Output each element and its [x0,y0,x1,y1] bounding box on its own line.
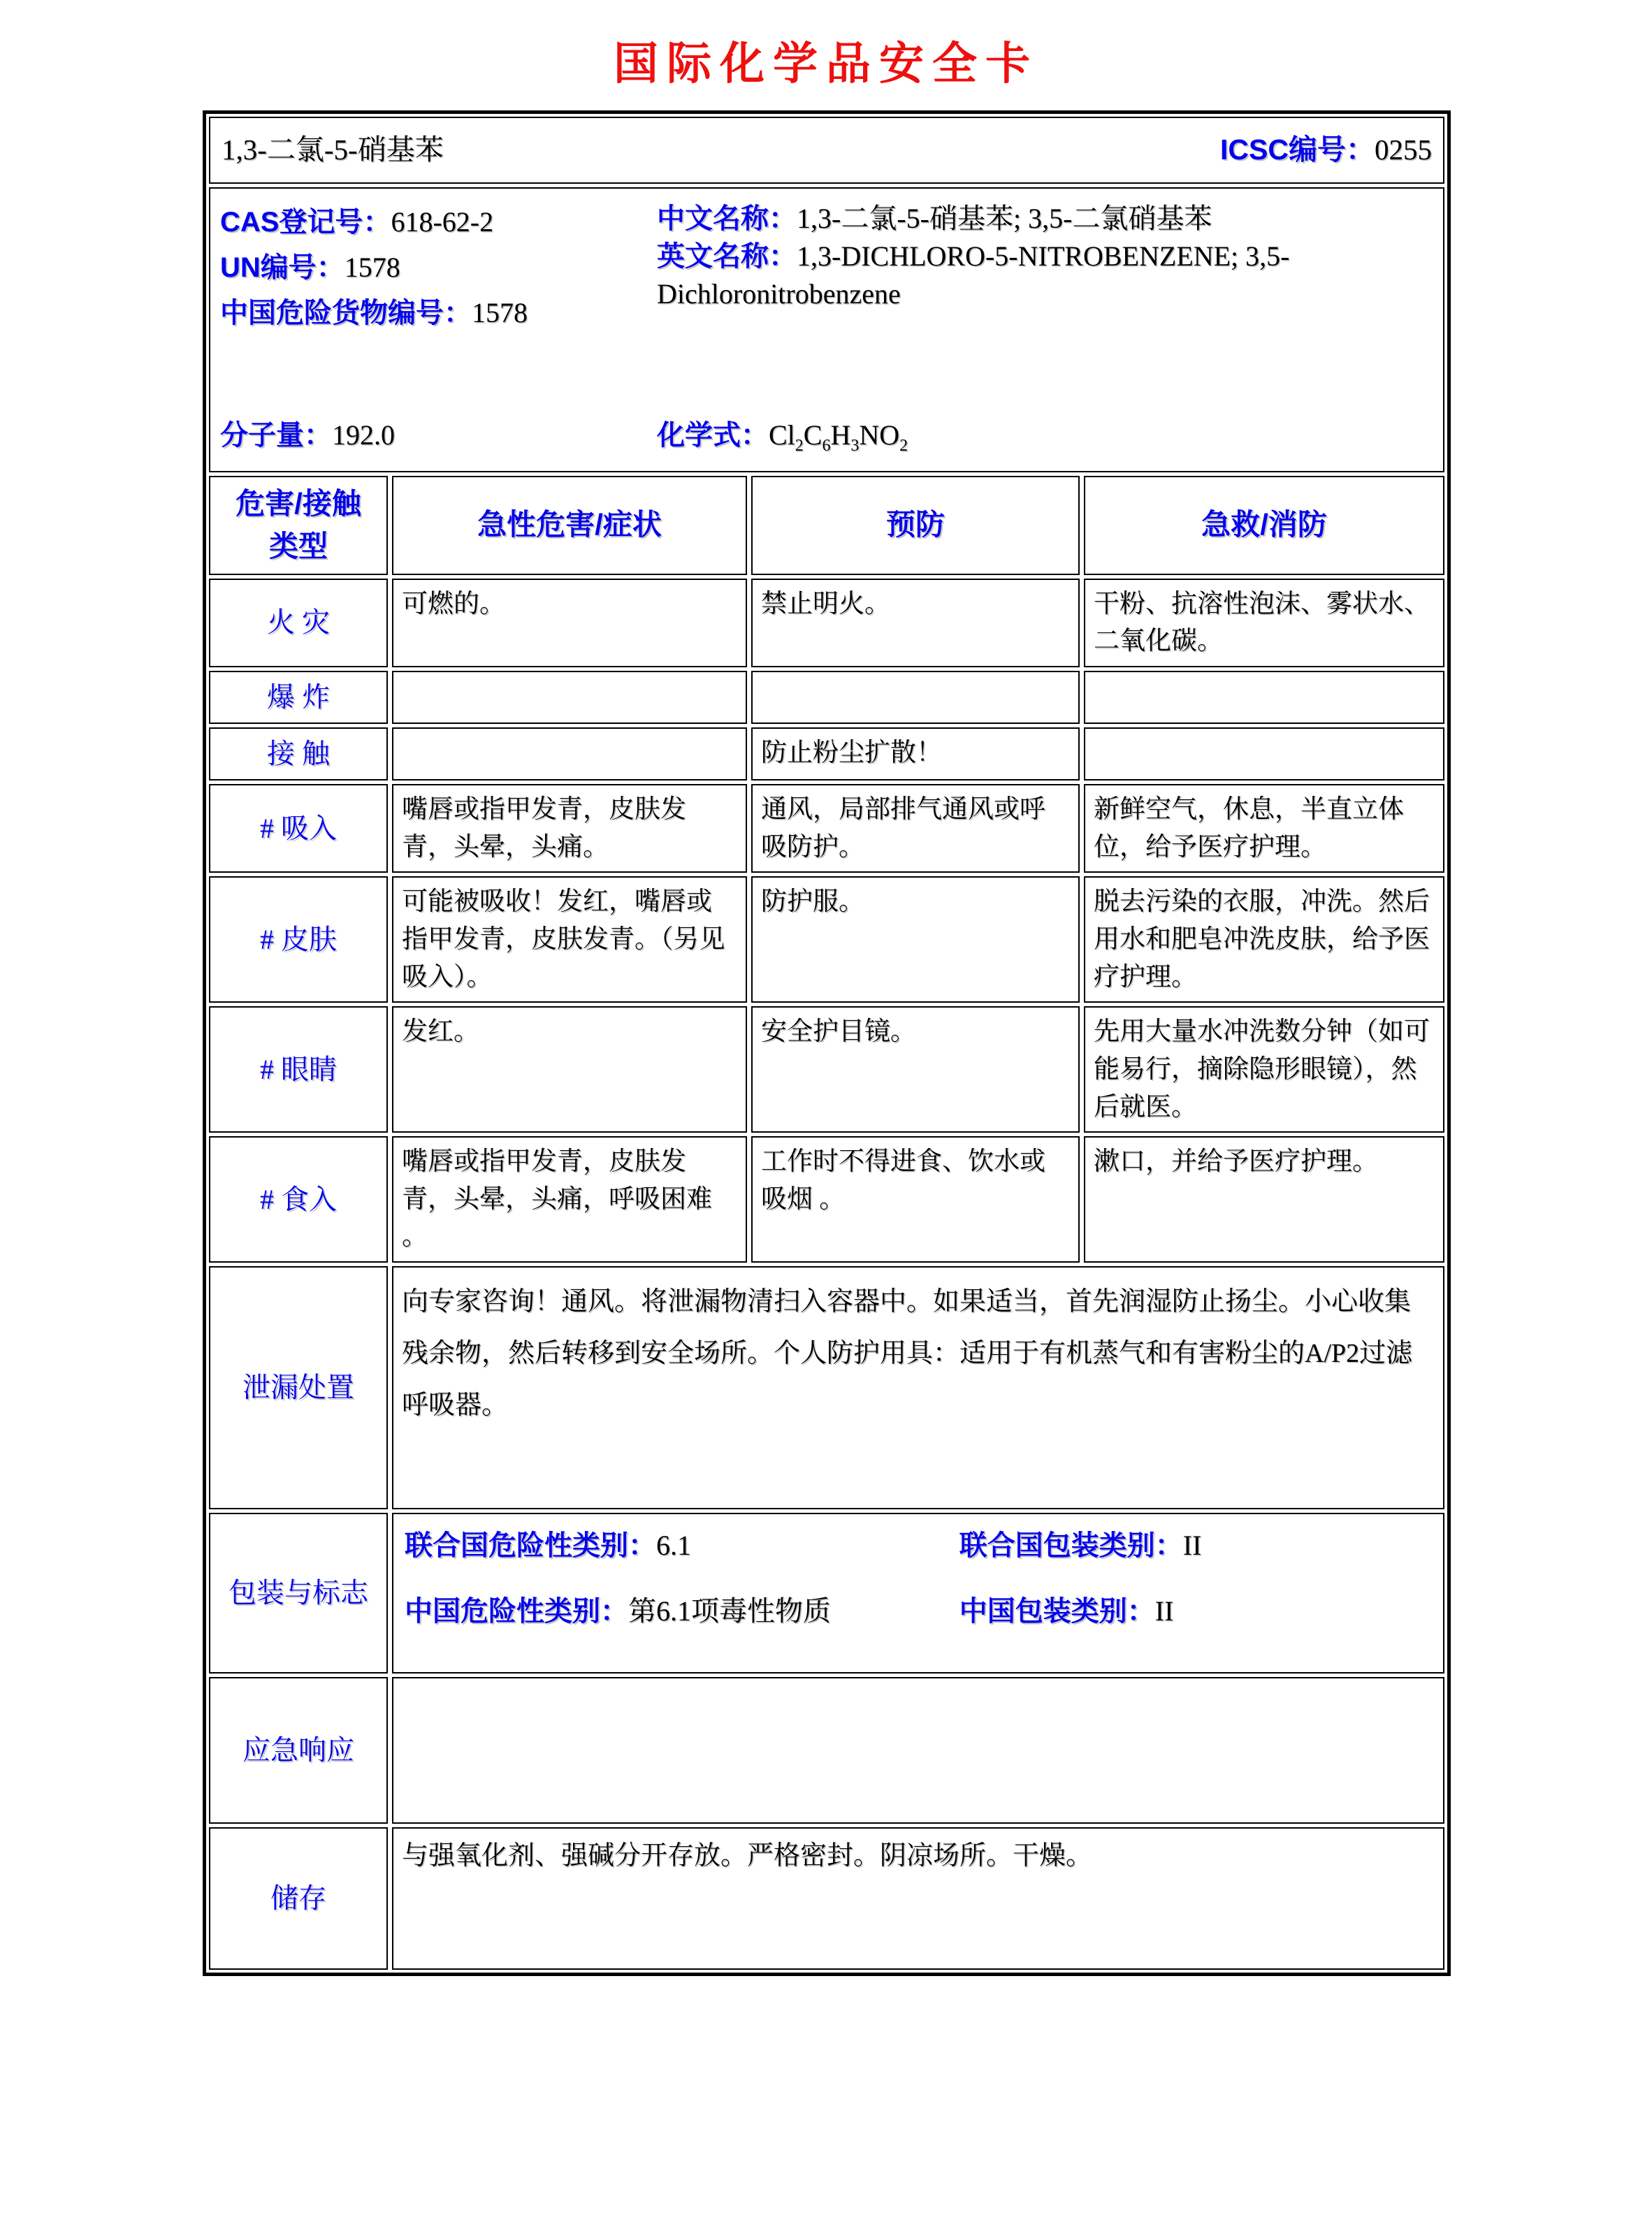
molecular-weight-value: 192.0 [332,419,395,451]
un-packing-group-label: 联合国包装类别： [959,1530,1183,1562]
hazard-table-header-row [209,476,1444,575]
identifier-panel-row [209,187,1444,472]
cn-hazard-class [405,1591,959,1632]
header-acute-symptoms: 急性危害/症状 [392,476,747,575]
explosion-prevention [751,671,1080,724]
molecular-weight [220,415,657,458]
hazard-row-eyes [209,1006,1444,1133]
row-label-fire: 火 灾 [209,579,388,667]
exposure-symptoms [392,727,747,781]
un-number-line [220,245,657,291]
chemical-formula-label: 化学式： [657,420,769,451]
cn-packing-group-value: II [1154,1595,1174,1627]
cn-hazard-class-value: 第6.1项毒性物质 [628,1595,831,1627]
fire-prevention: 禁止明火。 [751,579,1080,667]
eyes-symptoms: 发红。 [392,1006,747,1133]
un-label: UN编号： [220,252,345,283]
skin-symptoms: 可能被吸收！发红，嘴唇或指甲发青，皮肤发青。（另见吸入）。 [392,876,747,1003]
un-packing-group-value: II [1182,1530,1202,1562]
hazard-row-exposure [209,727,1444,781]
un-hazard-class-value: 6.1 [656,1530,691,1562]
icsc-number-label: ICSC编号： [1220,133,1375,166]
cn-packing-group-label: 中国包装类别： [959,1596,1155,1627]
english-name-label: 英文名称： [657,241,797,272]
leak-disposal-content: 向专家咨询！通风。将泄漏物清扫入容器中。如果适当，首先润湿防止扬尘。小心收集残余物，然后转移到安全场所。个人防护用具：适用于有机蒸气和有害粉尘的A/P2过滤呼吸器。 [392,1266,1444,1509]
fire-symptoms: 可燃的。 [392,579,747,667]
chemical-name-cell [209,117,1444,184]
section-row-storage [209,1827,1444,1970]
hazard-row-skin [209,876,1444,1003]
cn-dg-value: 1578 [472,296,528,328]
row-label-packaging: 包装与标志 [209,1513,388,1674]
explosion-firstaid [1084,671,1444,724]
exposure-prevention: 防止粉尘扩散！ [751,727,1080,781]
hazard-row-inhalation [209,784,1444,873]
icsc-number [1220,129,1432,170]
registry-numbers [220,200,657,335]
icsc-number-value: 0255 [1375,133,1432,166]
chinese-name-value: 1,3-二氯-5-硝基苯; 3,5-二氯硝基苯 [797,203,1212,234]
explosion-symptoms [392,671,747,724]
section-row-packaging [209,1513,1444,1674]
fire-firstaid: 干粉、抗溶性泡沫、雾状水、二氧化碳。 [1084,579,1444,667]
cn-packing-group [959,1591,1432,1632]
cn-dg-number-line [220,291,657,336]
skin-firstaid: 脱去污染的衣服，冲洗。然后用水和肥皂冲洗皮肤，给予医疗护理。 [1084,876,1444,1003]
row-label-storage: 储存 [209,1827,388,1970]
packaging-content [392,1513,1444,1674]
cn-classification-line [405,1591,1432,1632]
inhalation-firstaid: 新鲜空气，休息，半直立体位，给予医疗护理。 [1084,784,1444,873]
row-label-emergency-response: 应急响应 [209,1677,388,1824]
skin-prevention: 防护服。 [751,876,1080,1003]
un-packing-group [959,1525,1432,1566]
chemical-formula-line [657,415,1433,458]
eyes-firstaid: 先用大量水冲洗数分钟（如可能易行，摘除隐形眼镜），然后就医。 [1084,1006,1444,1133]
row-label-eyes: # 眼睛 [209,1006,388,1133]
un-classification-line [405,1525,1432,1566]
english-name-line [657,238,1433,313]
header-hazard-type: 危害/接触类型 [209,476,388,575]
hazard-row-fire [209,579,1444,667]
cas-label: CAS登记号： [220,207,391,238]
molecular-data-line [220,415,1433,461]
safety-card-table [203,110,1451,1976]
emergency-response-content [392,1677,1444,1824]
header-prevention: 预防 [751,476,1080,575]
molecular-weight-label: 分子量： [220,420,332,451]
cas-value: 618-62-2 [391,206,494,238]
inhalation-symptoms: 嘴唇或指甲发青，皮肤发青，头晕，头痛。 [392,784,747,873]
row-label-explosion: 爆 炸 [209,671,388,724]
cn-hazard-class-label: 中国危险性类别： [405,1596,628,1627]
chinese-name-label: 中文名称： [657,203,797,234]
page-title: 国际化学品安全卡 [614,38,1038,89]
identifier-grid [220,200,1433,335]
ingestion-firstaid: 漱口，并给予医疗护理。 [1084,1136,1444,1263]
ingestion-prevention: 工作时不得进食、饮水或吸烟 。 [751,1136,1080,1263]
cas-number-line [220,200,657,245]
eyes-prevention: 安全护目镜。 [751,1006,1080,1133]
un-hazard-class [405,1525,959,1566]
row-label-leak-disposal: 泄漏处置 [209,1266,388,1509]
hazard-row-ingestion [209,1136,1444,1263]
chemical-name: 1,3-二氯-5-硝基苯 [222,133,444,166]
chemical-name-row [209,117,1444,184]
ingestion-symptoms: 嘴唇或指甲发青，皮肤发青，头晕，头痛，呼吸困难 。 [392,1136,747,1263]
inhalation-prevention: 通风，局部排气通风或呼吸防护。 [751,784,1080,873]
un-value: 1578 [344,251,400,283]
section-row-leak-disposal [209,1266,1444,1509]
row-label-exposure: 接 触 [209,727,388,781]
english-name-value: 1,3-DICHLORO-5-NITROBENZENE; 3,5-Dichloronitrobenzene [657,240,1290,310]
substance-names [657,200,1433,335]
chemical-formula: $Cl_2C_6H_3NO_2$ [769,419,908,456]
row-label-skin: # 皮肤 [209,876,388,1003]
exposure-firstaid [1084,727,1444,781]
cn-dg-label: 中国危险货物编号： [220,297,472,328]
row-label-ingestion: # 食入 [209,1136,388,1263]
chinese-name-line [657,200,1433,238]
hazard-row-explosion [209,671,1444,724]
row-label-inhalation: # 吸入 [209,784,388,873]
identifier-panel [209,187,1444,472]
header-firstaid-firefighting: 急救/消防 [1084,476,1444,575]
un-hazard-class-label: 联合国危险性类别： [405,1530,656,1562]
storage-content: 与强氧化剂、强碱分开存放。严格密封。阴凉场所。干燥。 [392,1827,1444,1970]
section-row-emergency-response [209,1677,1444,1824]
